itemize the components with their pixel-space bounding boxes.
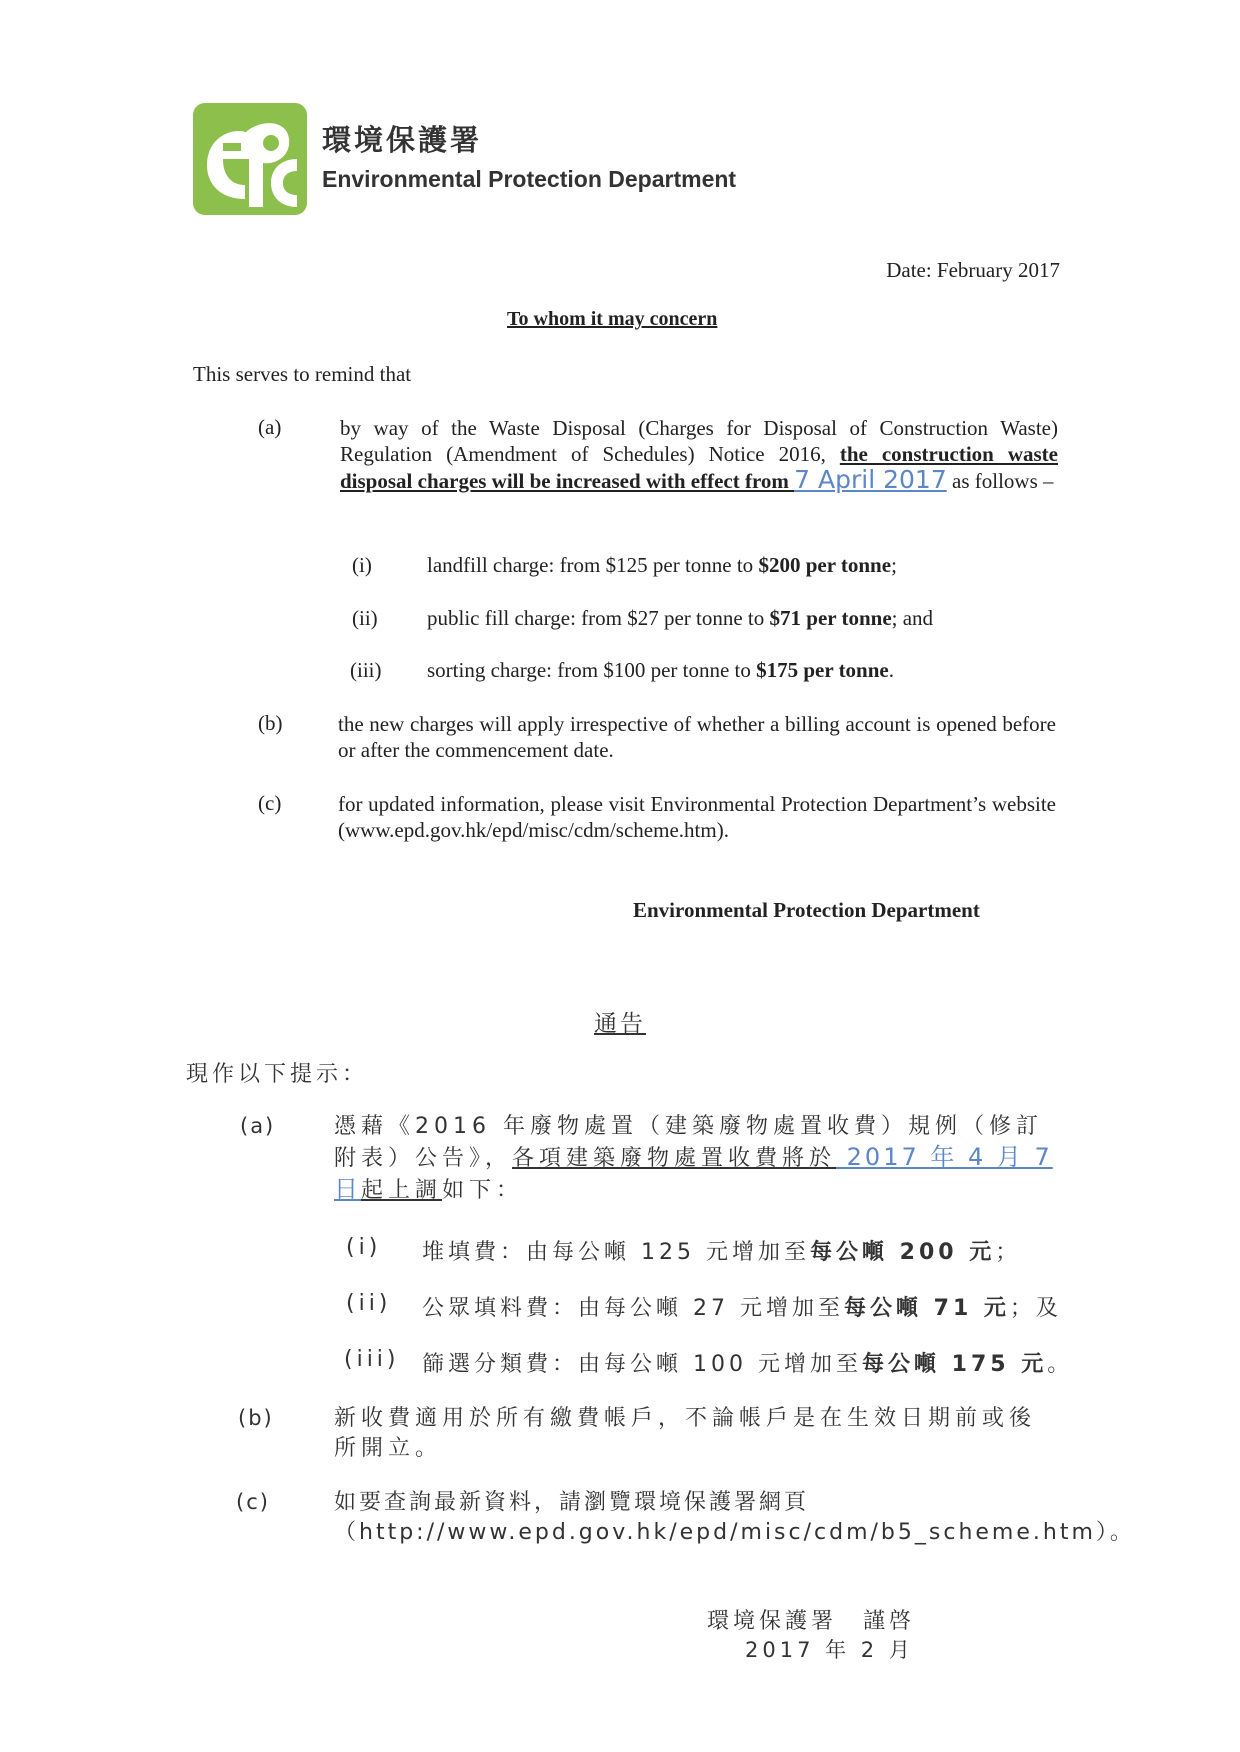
item-c-label-zh: (c)	[236, 1490, 270, 1514]
epd-logo	[193, 103, 307, 215]
salutation: To whom it may concern	[507, 308, 718, 330]
subitem-text	[427, 658, 894, 683]
subitem-text-zh	[422, 1291, 1062, 1322]
subitem-label-zh: (ii)	[346, 1291, 392, 1316]
item-b-label: (b)	[258, 711, 283, 735]
subitem-desc-zh: 篩選分類費：由每公噸 100 元增加至	[422, 1352, 862, 1377]
item-a-label-zh: (a)	[240, 1114, 276, 1138]
subitem-end: ;	[891, 553, 897, 577]
item-a-text	[340, 415, 1058, 494]
effective-date-zh: 2017 年 4 月 7 日	[334, 1143, 1053, 1203]
subitem-new-charge-zh: 每公噸 175 元	[861, 1352, 1048, 1377]
item-c-text: for updated information, please visit Environmental Protection Department’s website (www.epd.gov.hk/epd/misc/cdm/scheme.htm).	[338, 792, 1056, 842]
subitem-label: (i)	[352, 553, 372, 577]
epd-logo-icon	[193, 103, 307, 215]
subitem-desc: landfill charge: from $125 per tonne to	[427, 553, 759, 577]
subitem-label-zh: (i)	[346, 1235, 382, 1260]
subitem-desc-zh: 堆填費：由每公噸 125 元增加至	[422, 1240, 810, 1265]
signature-en: Environmental Protection Department	[633, 898, 980, 922]
subitem-new-charge: $71 per tonne	[769, 606, 892, 630]
item-a-emphasis-2-zh: 起上調	[361, 1178, 443, 1203]
subitem-end: ; and	[891, 606, 934, 630]
subitem-end: .	[888, 658, 894, 682]
subitem-new-charge: $200 per tonne	[758, 553, 892, 577]
org-name-zh: 環境保護署	[322, 123, 483, 157]
subitem-text-zh	[422, 1347, 1073, 1378]
subitem-label: (ii)	[352, 606, 378, 630]
intro-text: This serves to remind that	[193, 362, 412, 386]
item-a-emphasis-zh: 各項建築廢物處置收費將於	[512, 1146, 837, 1171]
item-a-text-zh	[334, 1112, 1060, 1206]
org-name-en: Environmental Protection Department	[322, 166, 737, 192]
item-a-text-2: as follows –	[946, 469, 1054, 493]
subitem-text	[427, 606, 933, 631]
item-a-text-1: by way of the Waste Disposal (Charges for Disposal of Construction Waste) Regulation (Amendment of Schedules) Notice 2016,	[340, 416, 1058, 466]
subitem-new-charge-zh: 每公噸 200 元	[809, 1240, 996, 1265]
subitem-end-zh: 。	[1047, 1352, 1074, 1377]
effective-date: 7 April 2017	[794, 465, 947, 494]
signature-zh: 環境保護署 謹啓	[707, 1609, 916, 1634]
subitem-new-charge-zh: 每公噸 71 元	[843, 1296, 1010, 1321]
subitem-end-zh: ；及	[1009, 1296, 1062, 1321]
subitem-text	[427, 553, 897, 578]
intro-text-zh: 現作以下提示：	[186, 1062, 369, 1087]
item-b-text: the new charges will apply irrespective of whether a billing account is opened before or after the commencement date.	[338, 712, 1056, 762]
subitem-desc-zh: 公眾填料費：由每公噸 27 元增加至	[422, 1296, 844, 1321]
item-b-text-zh: 新收費適用於所有繳費帳戶，不論帳戶是在生效日期前或後所開立。	[334, 1406, 1037, 1461]
letter-date: Date: February 2017	[886, 258, 1060, 282]
item-a-label: (a)	[258, 415, 282, 439]
item-c-text-zh: 如要查詢最新資料，請瀏覽環境保護署網頁（http://www.epd.gov.hk/epd/misc/cdm/b5_scheme.htm）。	[334, 1490, 1135, 1545]
signature-date-zh: 2017 年 2 月	[745, 1638, 914, 1662]
subitem-desc: public fill charge: from $27 per tonne to	[427, 606, 770, 630]
subitem-label: (iii)	[350, 658, 382, 682]
notice-title-zh: 通告	[594, 1011, 646, 1037]
item-a-text-2-zh: 如下：	[442, 1178, 524, 1203]
subitem-desc: sorting charge: from $100 per tonne to	[427, 658, 757, 682]
subitem-new-charge: $175 per tonne	[756, 658, 889, 682]
item-b-label-zh: (b)	[238, 1406, 274, 1430]
item-c-label: (c)	[258, 791, 282, 815]
subitem-label-zh: (iii)	[344, 1347, 400, 1372]
item-a-text-1-zh: 憑藉《2016 年廢物處置（建築廢物處置收費）規例（修訂附表）公告》，	[334, 1114, 1043, 1171]
subitem-text-zh	[422, 1235, 1021, 1266]
item-a-emphasis: the construction waste disposal charges will be increased with effect from	[340, 442, 1058, 493]
subitem-end-zh: ；	[995, 1240, 1022, 1265]
